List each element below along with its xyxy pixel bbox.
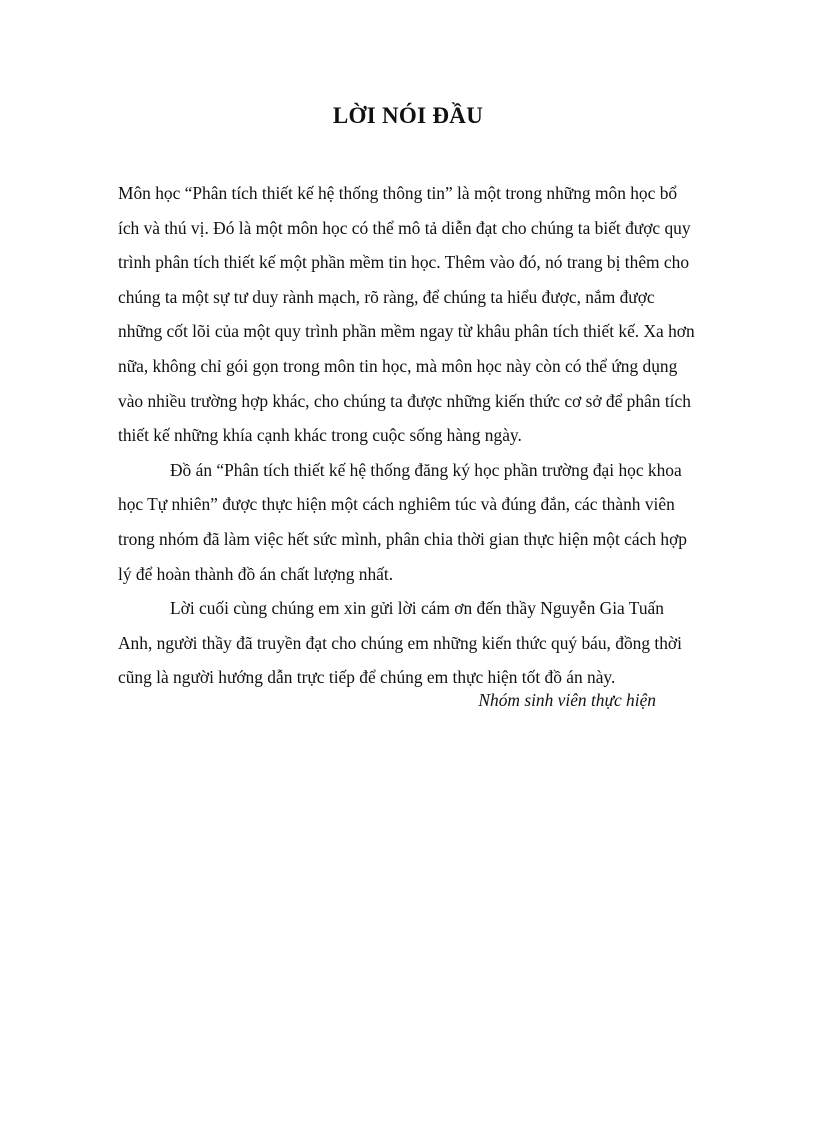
text-line: nữa, không chỉ gói gọn trong môn tin học, mà môn học này còn có thể ứng dụng (118, 355, 678, 376)
text-line: học Tự nhiên” được thực hiện một cách nghiêm túc và đúng đắn, các thành viên (118, 494, 675, 515)
text-line: Anh, người thầy đã truyền đạt cho chúng em những kiến thức quý báu, đồng thời (118, 632, 682, 653)
text-line: vào nhiều trường hợp khác, cho chúng ta được những kiến thức cơ sở để phân tích (118, 390, 691, 411)
page-title: LỜI NÓI ĐẦU (332, 103, 484, 128)
text-line: những cốt lõi của một quy trình phần mềm ngay từ khâu phân tích thiết kế. Xa hơn (118, 321, 695, 342)
text-line: Lời cuối cùng chúng em xin gửi lời cám ơn đến thầy Nguyễn Gia Tuấn (170, 598, 664, 619)
document-body (118, 176, 708, 695)
text-line: Đồ án “Phân tích thiết kế hệ thống đăng ký học phần trường đại học khoa (170, 459, 682, 480)
text-line: Môn học “Phân tích thiết kế hệ thống thông tin” là một trong những môn học bổ (118, 183, 678, 203)
signature: Nhóm sinh viên thực hiện (478, 690, 656, 710)
paragraph-project (118, 453, 708, 591)
text-line: trình phân tích thiết kế một phần mềm tin học. Thêm vào đó, nó trang bị thêm cho (118, 252, 690, 273)
text-line: lý để hoàn thành đồ án chất lượng nhất. (118, 563, 394, 584)
text-line: thiết kế những khía cạnh khác trong cuộc sống hàng ngày. (118, 425, 522, 446)
text-line: chúng ta một sự tư duy rành mạch, rõ ràng, để chúng ta hiểu được, nắm được (118, 286, 655, 307)
text-line: cũng là người hướng dẫn trực tiếp để chúng em thực hiện tốt đồ án này. (118, 667, 616, 688)
paragraph-intro (118, 176, 708, 453)
paragraph-thanks (118, 591, 708, 695)
text-line: ích và thú vị. Đó là một môn học có thể mô tả diễn đạt cho chúng ta biết được quy (118, 217, 691, 238)
text-line: trong nhóm đã làm việc hết sức mình, phân chia thời gian thực hiện một cách hợp (118, 528, 687, 549)
